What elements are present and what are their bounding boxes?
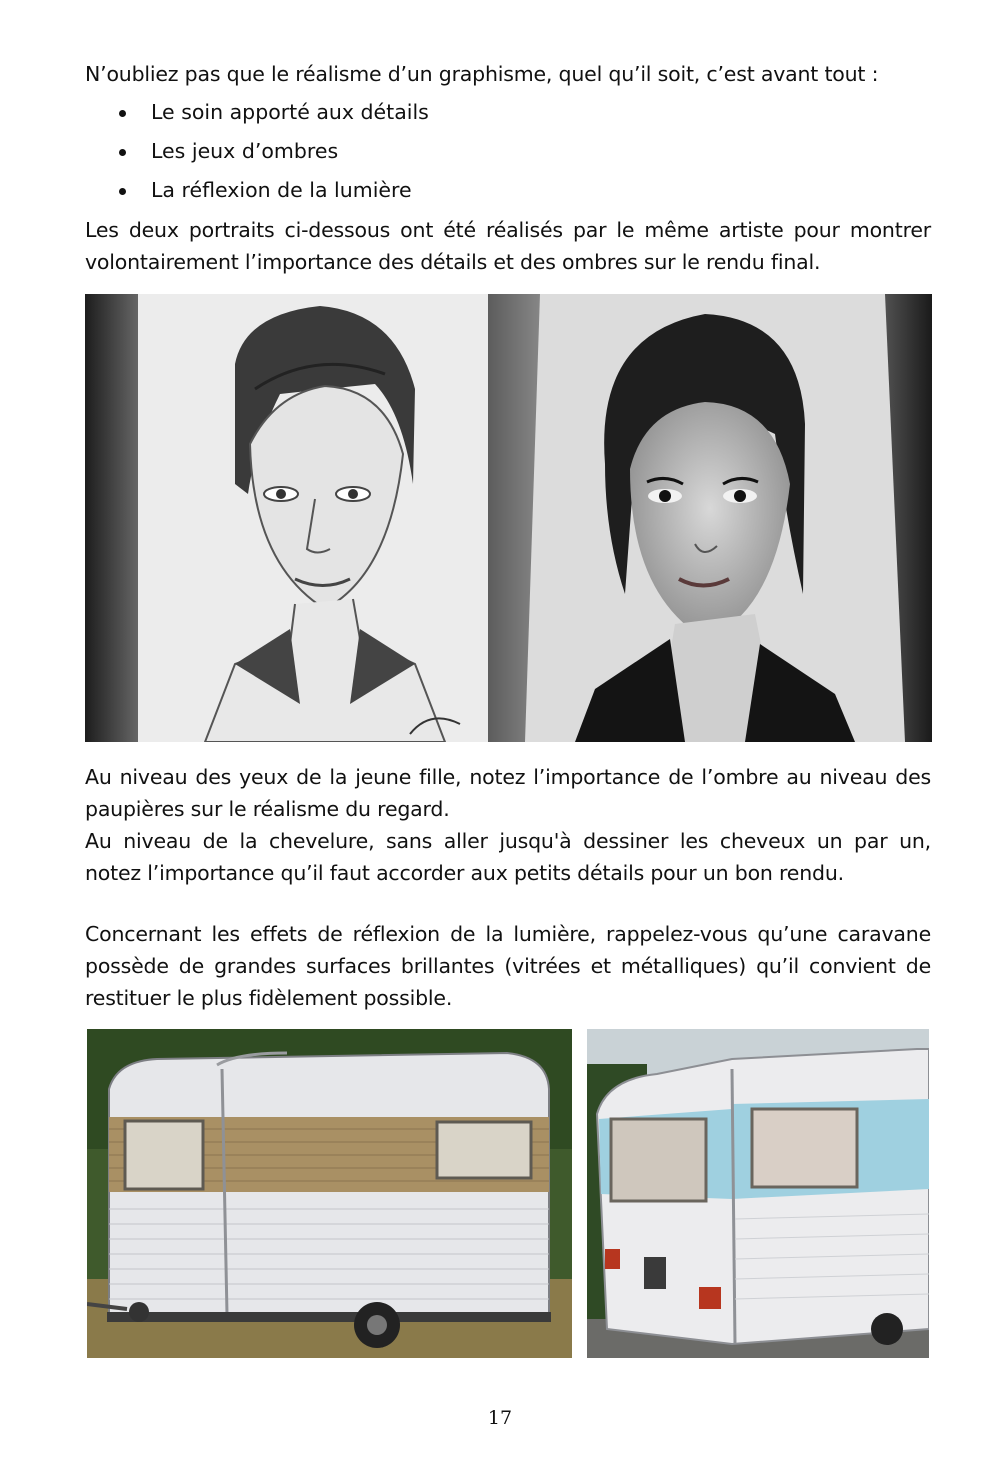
intro-line: N’oubliez pas que le réalisme d’un graphisme, quel qu’il soit, c’est avant tout :	[85, 62, 879, 86]
paragraph-portraits-intro	[85, 214, 931, 278]
list-item	[85, 174, 429, 213]
list-item-label: Les jeux d’ombres	[151, 139, 339, 163]
paragraph-details-note	[85, 761, 931, 889]
bullet-list	[85, 96, 429, 213]
paragraph-line: paupières sur le réalisme du regard.	[85, 797, 450, 821]
list-item-label: La réflexion de la lumière	[151, 178, 412, 202]
paragraph-line: Les deux portraits ci-dessous ont été réalisés par le même artiste pour montrer	[85, 218, 931, 242]
list-item	[85, 96, 429, 135]
paragraph-line: volontairement l’importance des détails et des ombres sur le rendu final.	[85, 250, 821, 274]
bullet-icon	[119, 188, 126, 195]
paragraph-light-reflection	[85, 918, 931, 1014]
paragraph-line: restituer le plus fidèlement possible.	[85, 986, 453, 1010]
portraits-photo	[85, 294, 932, 742]
list-item	[85, 135, 429, 174]
paragraph-line: possède de grandes surfaces brillantes (vitrées et métalliques) qu’il convient de	[85, 954, 931, 978]
bullet-icon	[119, 110, 126, 117]
list-item-label: Le soin apporté aux détails	[151, 100, 429, 124]
caravan-rear-photo	[587, 1029, 929, 1358]
paragraph-line: notez l’importance qu’il faut accorder aux petits détails pour un bon rendu.	[85, 861, 844, 885]
caravan-side-photo	[87, 1029, 572, 1358]
paragraph-line: Au niveau des yeux de la jeune fille, notez l’importance de l’ombre au niveau des	[85, 765, 931, 789]
paragraph-line: Concernant les effets de réflexion de la lumière, rappelez-vous qu’une caravane	[85, 922, 931, 946]
intro-text	[85, 58, 931, 90]
page-number: 17	[487, 1407, 513, 1429]
bullet-icon	[119, 149, 126, 156]
paragraph-line: Au niveau de la chevelure, sans aller jusqu'à dessiner les cheveux un par un,	[85, 829, 931, 853]
